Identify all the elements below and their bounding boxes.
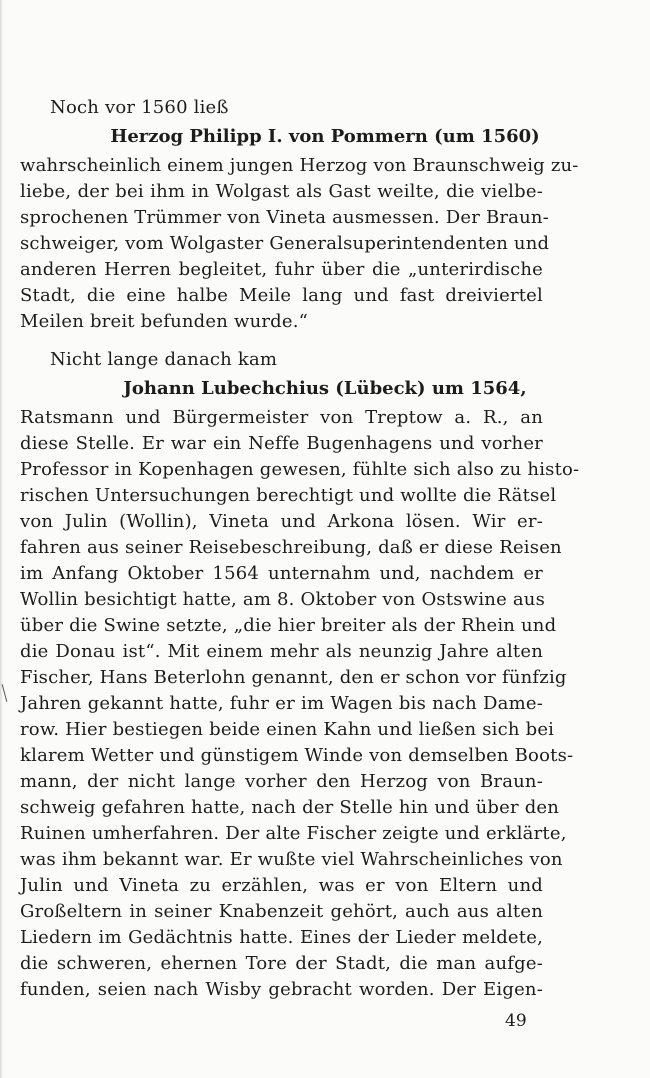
section-2-line-13: row. Hier bestiegen beide einen Kahn und ließen sich bei	[20, 719, 555, 740]
section-2-line-3: Professor in Kopenhagen gewesen, fühlte sich also zu histo-	[20, 459, 580, 480]
section-2-line-16: schweig gefahren hatte, nach der Stelle hin und über den	[20, 797, 560, 818]
section-1-intro: Noch vor 1560 ließ	[50, 97, 229, 118]
page-number: 49	[505, 1011, 527, 1031]
section-2-heading: Johann Lubechchius (Lübeck) um 1564,	[123, 378, 527, 399]
section-2-line-22: die schweren, ehernen Tore der Stadt, die man aufge-	[20, 953, 543, 974]
section-1-line-7: Meilen breit befunden wurde.“	[20, 311, 309, 332]
section-2-line-2: diese Stelle. Er war ein Neffe Bugenhagens und vorher	[20, 433, 543, 454]
section-2-line-12: Jahren gekannt hatte, fuhr er im Wagen bis nach Dame-	[20, 693, 543, 714]
section-2-line-10: die Donau ist“. Mit einem mehr als neunzig Jahre alten	[20, 641, 543, 662]
section-2-line-9: über die Swine setzte, „die hier breiter als der Rhein und	[20, 615, 557, 636]
section-2-line-21: Liedern im Gedächtnis hatte. Eines der Lieder meldete,	[20, 927, 543, 948]
section-1-line-2: liebe, der bei ihm in Wolgast als Gast weilte, die vielbe-	[20, 181, 543, 202]
section-2-line-15: mann, der nicht lange vorher den Herzog von Braun-	[20, 771, 543, 792]
section-2-line-7: im Anfang Oktober 1564 unternahm und, nachdem er	[20, 563, 543, 584]
section-2-line-4: rischen Untersuchungen berechtigt und wollte die Rätsel	[20, 485, 557, 506]
section-2-line-6: fahren aus seiner Reisebeschreibung, daß er diese Reisen	[20, 537, 562, 558]
section-1-line-5: anderen Herren begleitet, fuhr über die „unterirdische	[20, 259, 543, 280]
section-2-line-17: Ruinen umherfahren. Der alte Fischer zeigte und erklärte,	[20, 823, 567, 844]
section-2-line-23: funden, seien nach Wisby gebracht worden. Der Eigen-	[20, 979, 543, 1000]
page-edge-shadow	[0, 0, 3, 1078]
section-2-line-8: Wollin besichtigt hatte, am 8. Oktober von Ostswine aus	[20, 589, 546, 610]
section-1-line-6: Stadt, die eine halbe Meile lang und fast dreiviertel	[20, 285, 543, 306]
section-1-line-4: schweiger, vom Wolgaster Generalsuperintendenten und	[20, 233, 550, 254]
section-2-intro: Nicht lange danach kam	[50, 349, 278, 370]
section-2-line-19: Julin und Vineta zu erzählen, was er von Eltern und	[20, 875, 543, 896]
section-2-line-11: Fischer, Hans Beterlohn genannt, den er schon vor fünfzig	[20, 667, 567, 688]
section-1-heading: Herzog Philipp I. von Pommern (um 1560)	[110, 126, 540, 147]
section-2-line-5: von Julin (Wollin), Vineta und Arkona lösen. Wir er-	[20, 511, 543, 532]
section-2-line-1: Ratsmann und Bürgermeister von Treptow a. R., an	[20, 407, 543, 428]
section-1-line-1: wahrscheinlich einem jungen Herzog von Braunschweig zu-	[20, 155, 579, 176]
section-2-line-14: klarem Wetter und günstigem Winde von demselben Boots-	[20, 745, 574, 766]
section-2-line-20: Großeltern in seiner Knabenzeit gehört, auch aus alten	[20, 901, 543, 922]
section-2-line-18: was ihm bekannt war. Er wußte viel Wahrscheinliches von	[20, 849, 563, 870]
section-1-line-3: sprochenen Trümmer von Vineta ausmessen. Der Braun-	[20, 207, 549, 228]
